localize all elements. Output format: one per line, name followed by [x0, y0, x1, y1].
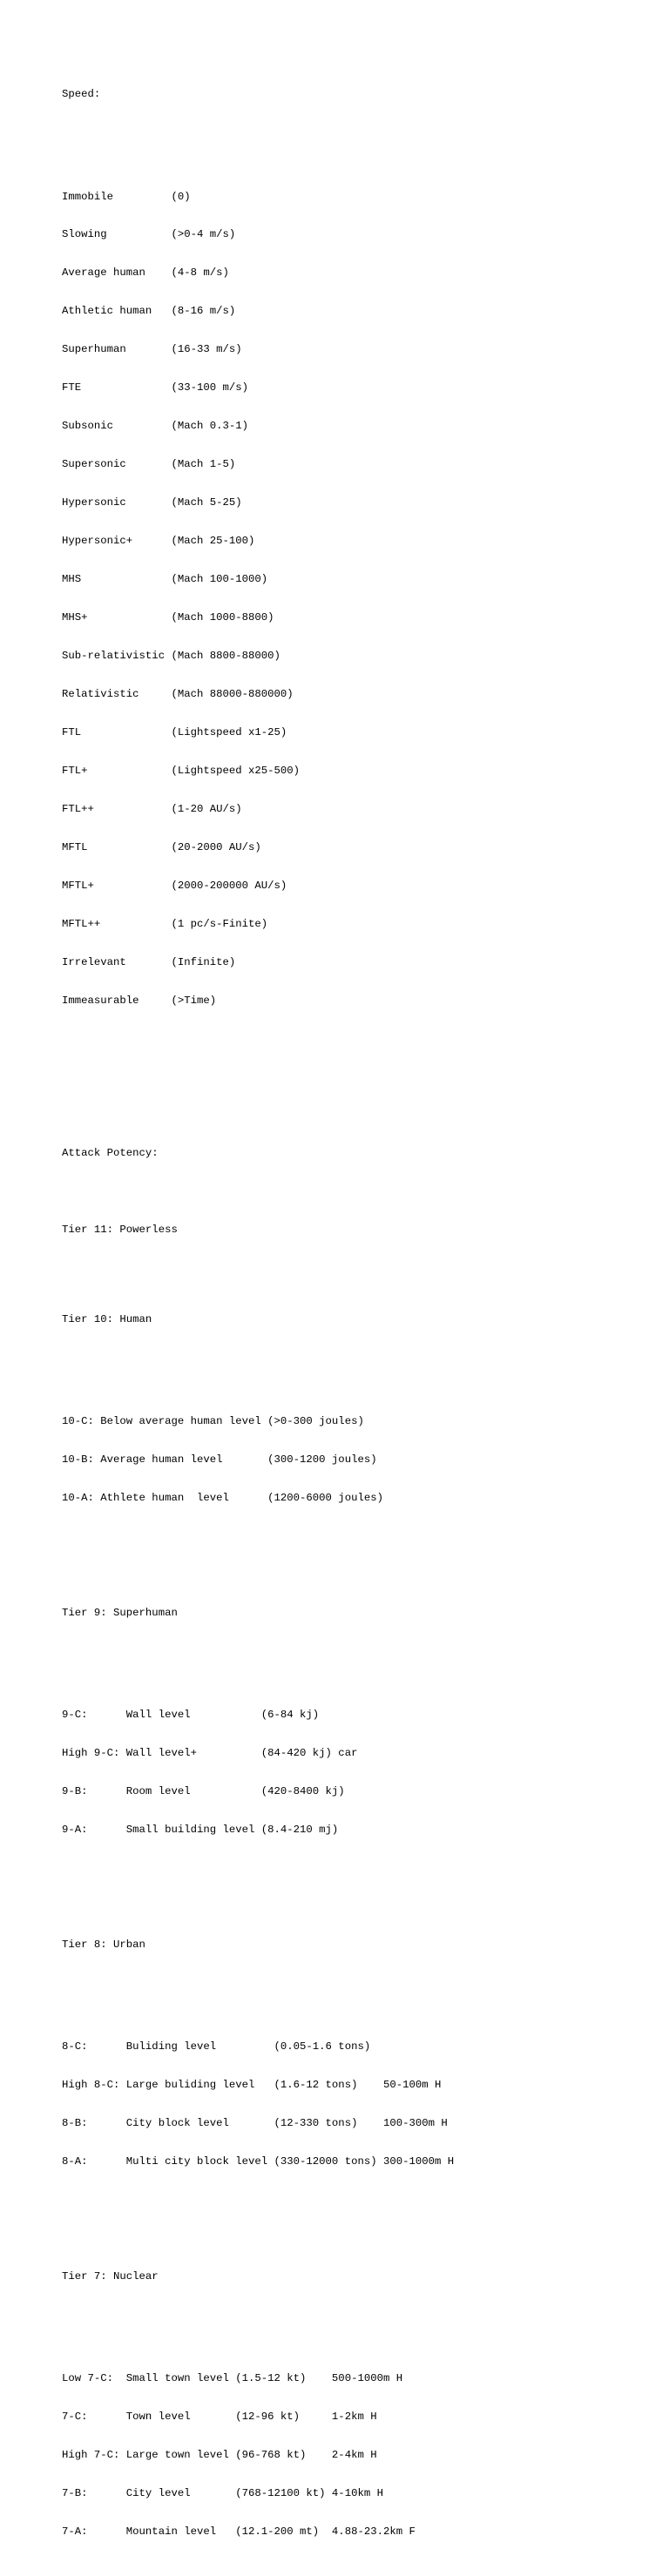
tier-row: 8-B: City block level (12-330 tons) 100-300m H: [62, 2116, 448, 2129]
tier-row: 7-A: Mountain level (12.1-200 mt) 4.88-23.2km F: [62, 2525, 416, 2538]
speed-row: FTL+ (Lightspeed x25-500): [62, 764, 301, 777]
tier-row: 7-C: Town level (12-96 kt) 1-2km H: [62, 2410, 377, 2423]
attack-potency-heading: Attack Potency:: [62, 1147, 159, 1160]
tier-10-table: [62, 1390, 663, 1530]
tier-row: High 7-C: Large town level (96-768 kt) 2-4km H: [62, 2448, 377, 2461]
tier-9-table: [62, 1683, 663, 1862]
tier-row: 10-C: Below average human level (>0-300 joules): [62, 1415, 364, 1428]
speed-row: FTL (Lightspeed x1-25): [62, 725, 287, 738]
tier-row: 10-B: Average human level (300-1200 joules): [62, 1453, 377, 1467]
tier-8-heading: Tier 8: Urban: [62, 1938, 145, 1951]
tier-row: Low 7-C: Small town level (1.5-12 kt) 500-1000m H: [62, 2371, 403, 2384]
speed-row: FTE (33-100 m/s): [62, 381, 249, 394]
tier-row: High 9-C: Wall level+ (84-420 kj) car: [62, 1747, 358, 1760]
speed-heading: Speed:: [62, 88, 101, 101]
speed-row: Hypersonic (Mach 5-25): [62, 496, 242, 509]
tier-8-table: [62, 2015, 663, 2194]
tier-7-heading: Tier 7: Nuclear: [62, 2269, 159, 2283]
speed-row: Superhuman (16-33 m/s): [62, 343, 242, 356]
tier-row: 9-A: Small building level (8.4-210 mj): [62, 1823, 339, 1836]
tier-row: 9-C: Wall level (6-84 kj): [62, 1709, 320, 1722]
speed-row: MFTL++ (1 pc/s-Finite): [62, 917, 268, 930]
speed-row: Sub-relativistic (Mach 8800-88000): [62, 649, 280, 662]
speed-row: Average human (4-8 m/s): [62, 266, 229, 280]
tier-9-heading: Tier 9: Superhuman: [62, 1606, 178, 1619]
speed-row: MHS (Mach 100-1000): [62, 573, 268, 586]
tier-row: 10-A: Athlete human level (1200-6000 joules): [62, 1491, 383, 1504]
tier-row: 9-B: Room level (420-8400 kj): [62, 1784, 345, 1797]
document-body: [62, 63, 663, 2576]
tier-row: High 8-C: Large buliding level (1.6-12 tons) 50-100m H: [62, 2078, 442, 2091]
speed-row: Relativistic (Mach 88000-880000): [62, 687, 294, 700]
speed-row: FTL++ (1-20 AU/s): [62, 802, 242, 815]
tier-11-heading: Tier 11: Powerless: [62, 1224, 178, 1237]
speed-row: MFTL+ (2000-200000 AU/s): [62, 879, 287, 892]
speed-row: Immobile (0): [62, 190, 191, 203]
speed-row: Athletic human (8-16 m/s): [62, 305, 236, 318]
tier-row: 8-C: Buliding level (0.05-1.6 tons): [62, 2040, 371, 2053]
speed-row: Supersonic (Mach 1-5): [62, 458, 236, 471]
tier-10-heading: Tier 10: Human: [62, 1312, 152, 1325]
speed-row: Irrelevant (Infinite): [62, 955, 236, 968]
speed-row: Slowing (>0-4 m/s): [62, 228, 236, 241]
speed-row: Immeasurable (>Time): [62, 994, 217, 1007]
speed-row: Hypersonic+ (Mach 25-100): [62, 535, 255, 548]
speed-row: Subsonic (Mach 0.3-1): [62, 420, 249, 433]
speed-row: MFTL (20-2000 AU/s): [62, 840, 261, 853]
speed-table: [62, 165, 663, 1032]
speed-row: MHS+ (Mach 1000-8800): [62, 611, 274, 624]
tier-7-table: [62, 2347, 663, 2564]
tier-row: 7-B: City level (768-12100 kt) 4-10km H: [62, 2486, 383, 2499]
tier-row: 8-A: Multi city block level (330-12000 tons) 300-1000m H: [62, 2155, 455, 2168]
